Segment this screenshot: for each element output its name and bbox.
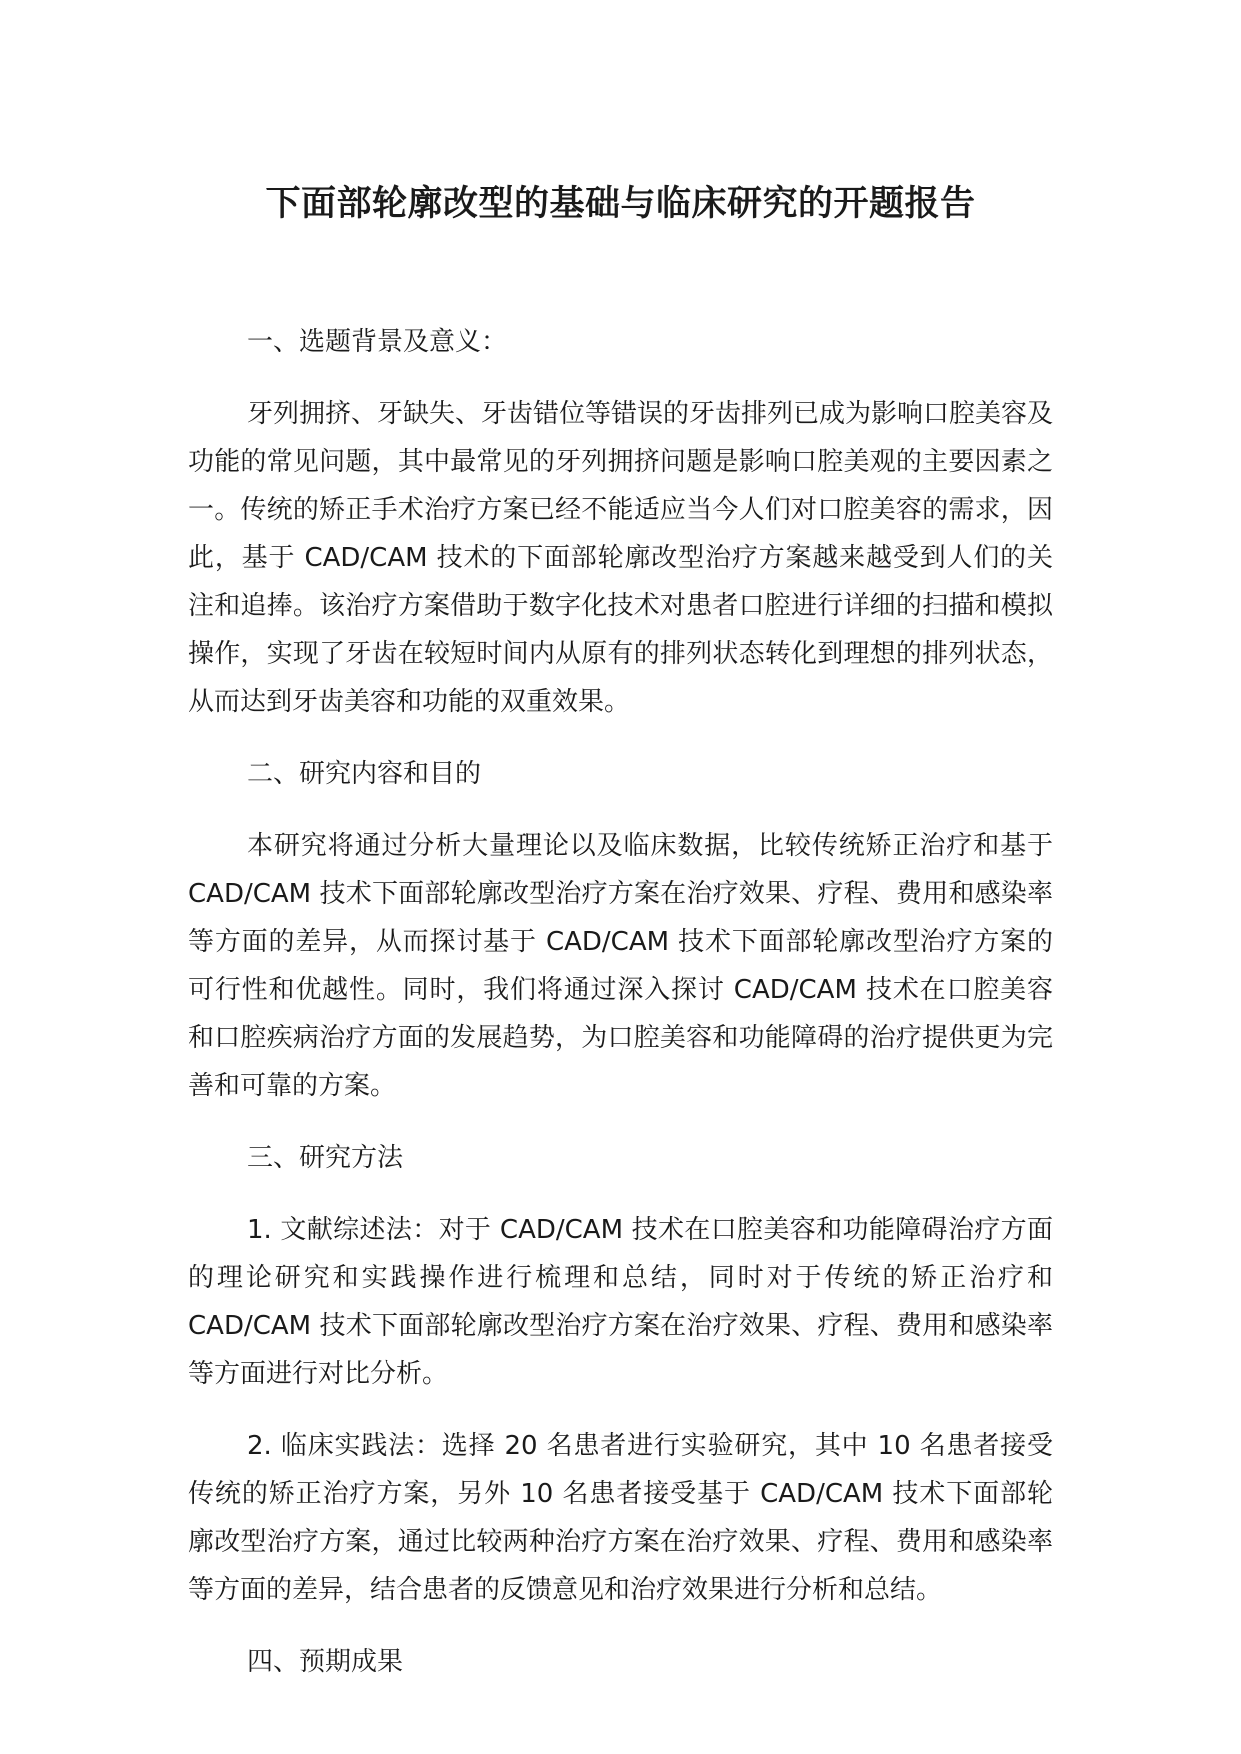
section-heading: 四、预期成果 bbox=[247, 1647, 404, 1677]
method-item-literature-review: 1. 文献综述法：对于 CAD/CAM 技术在口腔美容和功能障碍治疗方面的理论研究和实践操作进行梳理和总结，同时对于传统的矫正治疗和 CAD/CAM 技术下面部轮廓改型治疗方案在治疗效果、疗程、费用和感染率等方面进行对比分析。 bbox=[188, 1215, 1053, 1389]
section-expected-results bbox=[188, 1638, 1053, 1686]
section-methods bbox=[188, 1134, 1053, 1614]
section-heading: 三、研究方法 bbox=[247, 1143, 404, 1173]
section-heading: 二、研究内容和目的 bbox=[247, 759, 482, 789]
body-paragraph: 牙列拥挤、牙缺失、牙齿错位等错误的牙齿排列已成为影响口腔美容及功能的常见问题，其中最常见的牙列拥挤问题是影响口腔美观的主要因素之一。传统的矫正手术治疗方案已经不能适应当今人们对口腔美容的需求，因此，基于 CAD/CAM 技术的下面部轮廓改型治疗方案越来越受到人们的关注和追捧。该治疗方案借助于数字化技术对患者口腔进行详细的扫描和模拟操作，实现了牙齿在较短时间内从原有的排列状态转化到理想的排列状态，从而达到牙齿美容和功能的双重效果。 bbox=[188, 399, 1054, 717]
section-heading: 一、选题背景及意义： bbox=[247, 327, 508, 357]
method-item-clinical-practice: 2. 临床实践法：选择 20 名患者进行实验研究，其中 10 名患者接受传统的矫正治疗方案，另外 10 名患者接受基于 CAD/CAM 技术下面部轮廓改型治疗方案，通过比较两种治疗方案在治疗效果、疗程、费用和感染率等方面的差异，结合患者的反馈意见和治疗效果进行分析和总结。 bbox=[188, 1431, 1053, 1605]
section-content-and-goals bbox=[188, 750, 1053, 1110]
document-title: 下面部轮廓改型的基础与临床研究的开题报告 bbox=[265, 184, 976, 224]
section-background bbox=[188, 318, 1053, 726]
body-paragraph: 本研究将通过分析大量理论以及临床数据，比较传统矫正治疗和基于 CAD/CAM 技术下面部轮廓改型治疗方案在治疗效果、疗程、费用和感染率等方面的差异，从而探讨基于 CAD/CAM 技术下面部轮廓改型治疗方案的可行性和优越性。同时，我们将通过深入探讨 CAD/CAM 技术在口腔美容和口腔疾病治疗方面的发展趋势，为口腔美容和功能障碍的治疗提供更为完善和可靠的方案。 bbox=[188, 831, 1053, 1101]
